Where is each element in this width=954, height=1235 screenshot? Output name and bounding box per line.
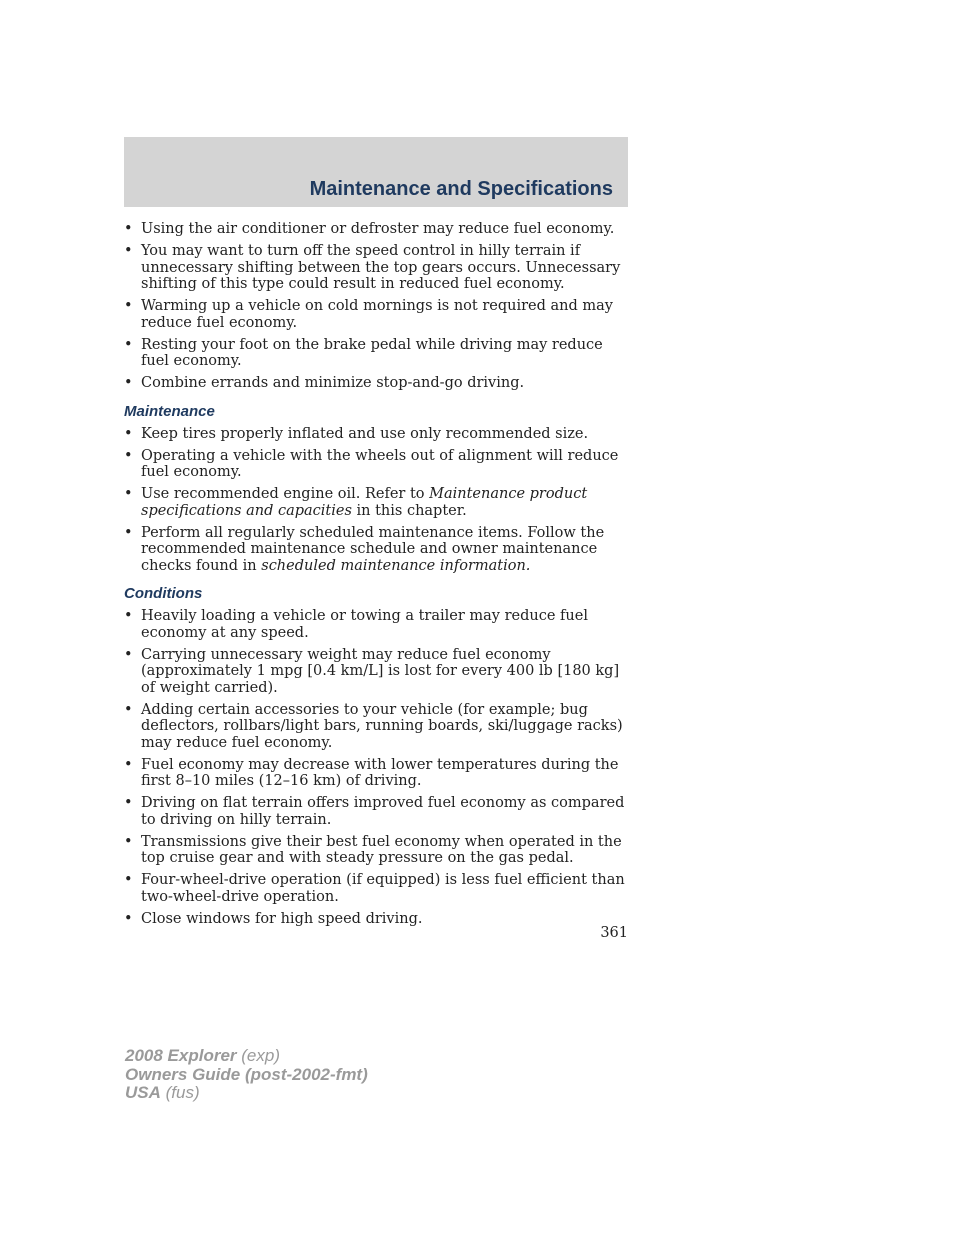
document-footer [125, 1047, 368, 1103]
conditions-heading: Conditions [124, 585, 203, 602]
list-item: • Use recommended engine oil. Refer to Maintenance product specifications and capacities in this chapter. [124, 486, 588, 519]
footer-line-guide: Owners Guide (post-2002-fmt) [125, 1064, 368, 1084]
maintenance-heading: Maintenance [124, 402, 215, 420]
list-item: • Heavily loading a vehicle or towing a trailer may reduce fuel economy at any speed. [124, 608, 588, 641]
list-item: • Driving on flat terrain offers improved fuel economy as compared to driving on hilly terrain. [124, 795, 625, 828]
bullet-icon: • [124, 701, 133, 718]
bullet-icon: • [124, 872, 133, 888]
list-item: • Adding certain accessories to your vehicle (for example; bug deflectors, rollbars/light bars, running boards, ski/luggage racks) may reduce fuel economy. [124, 701, 623, 751]
page-number: 361 [600, 925, 628, 941]
section-header-band [124, 137, 628, 207]
list-item: • Keep tires properly inflated and use only recommended size. [124, 425, 589, 442]
list-item: • You may want to turn off the speed control in hilly terrain if unnecessary shifting between the top gears occurs. Unnecessary shifting of this type could result in reduced fuel economy. [124, 243, 621, 292]
bullet-icon: • [124, 425, 133, 442]
cross-reference: scheduled maintenance information. [261, 557, 531, 574]
maintenance-bullet-list [124, 426, 630, 575]
list-item: • Carrying unnecessary weight may reduce fuel economy (approximately 1 mpg [0.4 km/L] is lost for every 400 lb [180 kg] of weight carried). [124, 646, 620, 696]
bullet-icon: • [124, 221, 133, 237]
bullet-icon: • [124, 795, 133, 811]
bullet-icon: • [124, 646, 133, 663]
cross-reference: Maintenance product specifications and capacities [141, 486, 588, 519]
bullet-icon: • [124, 910, 133, 927]
list-item: • Perform all regularly scheduled maintenance items. Follow the recommended maintenance schedule and owner maintenance checks found in scheduled maintenance information. [124, 524, 605, 574]
bullet-icon: • [124, 298, 133, 314]
list-item: • Operating a vehicle with the wheels out of alignment will reduce fuel economy. [124, 447, 619, 480]
intro-bullet-list [124, 221, 630, 392]
footer-line-model: 2008 Explorer (exp) [125, 1046, 280, 1065]
bullet-icon: • [124, 447, 133, 464]
list-item: • Close windows for high speed driving. [124, 910, 423, 927]
bullet-icon: • [124, 243, 133, 259]
list-item: • Warming up a vehicle on cold mornings is not required and may reduce fuel economy. [124, 298, 613, 331]
bullet-icon: • [124, 608, 133, 624]
list-item: • Using the air conditioner or defroster may reduce fuel economy. [124, 221, 615, 237]
list-item: • Resting your foot on the brake pedal while driving may reduce fuel economy. [124, 336, 603, 369]
bullet-icon: • [124, 833, 133, 850]
list-item: • Fuel economy may decrease with lower temperatures during the first 8–10 miles (12–16 km) of driving. [124, 756, 619, 789]
footer-line-market: USA (fus) [125, 1083, 200, 1102]
bullet-icon: • [124, 756, 133, 773]
section-title: Maintenance and Specifications [309, 178, 613, 200]
bullet-icon: • [124, 336, 133, 353]
bullet-icon: • [124, 486, 133, 502]
list-item: • Transmissions give their best fuel economy when operated in the top cruise gear and with steady pressure on the gas pedal. [124, 833, 622, 866]
list-item: • Four-wheel-drive operation (if equipped) is less fuel efficient than two-wheel-drive operation. [124, 872, 625, 905]
page-content [124, 221, 630, 933]
list-item: • Combine errands and minimize stop-and-go driving. [124, 375, 525, 391]
conditions-bullet-list [124, 608, 630, 927]
bullet-icon: • [124, 375, 133, 391]
bullet-icon: • [124, 524, 133, 541]
